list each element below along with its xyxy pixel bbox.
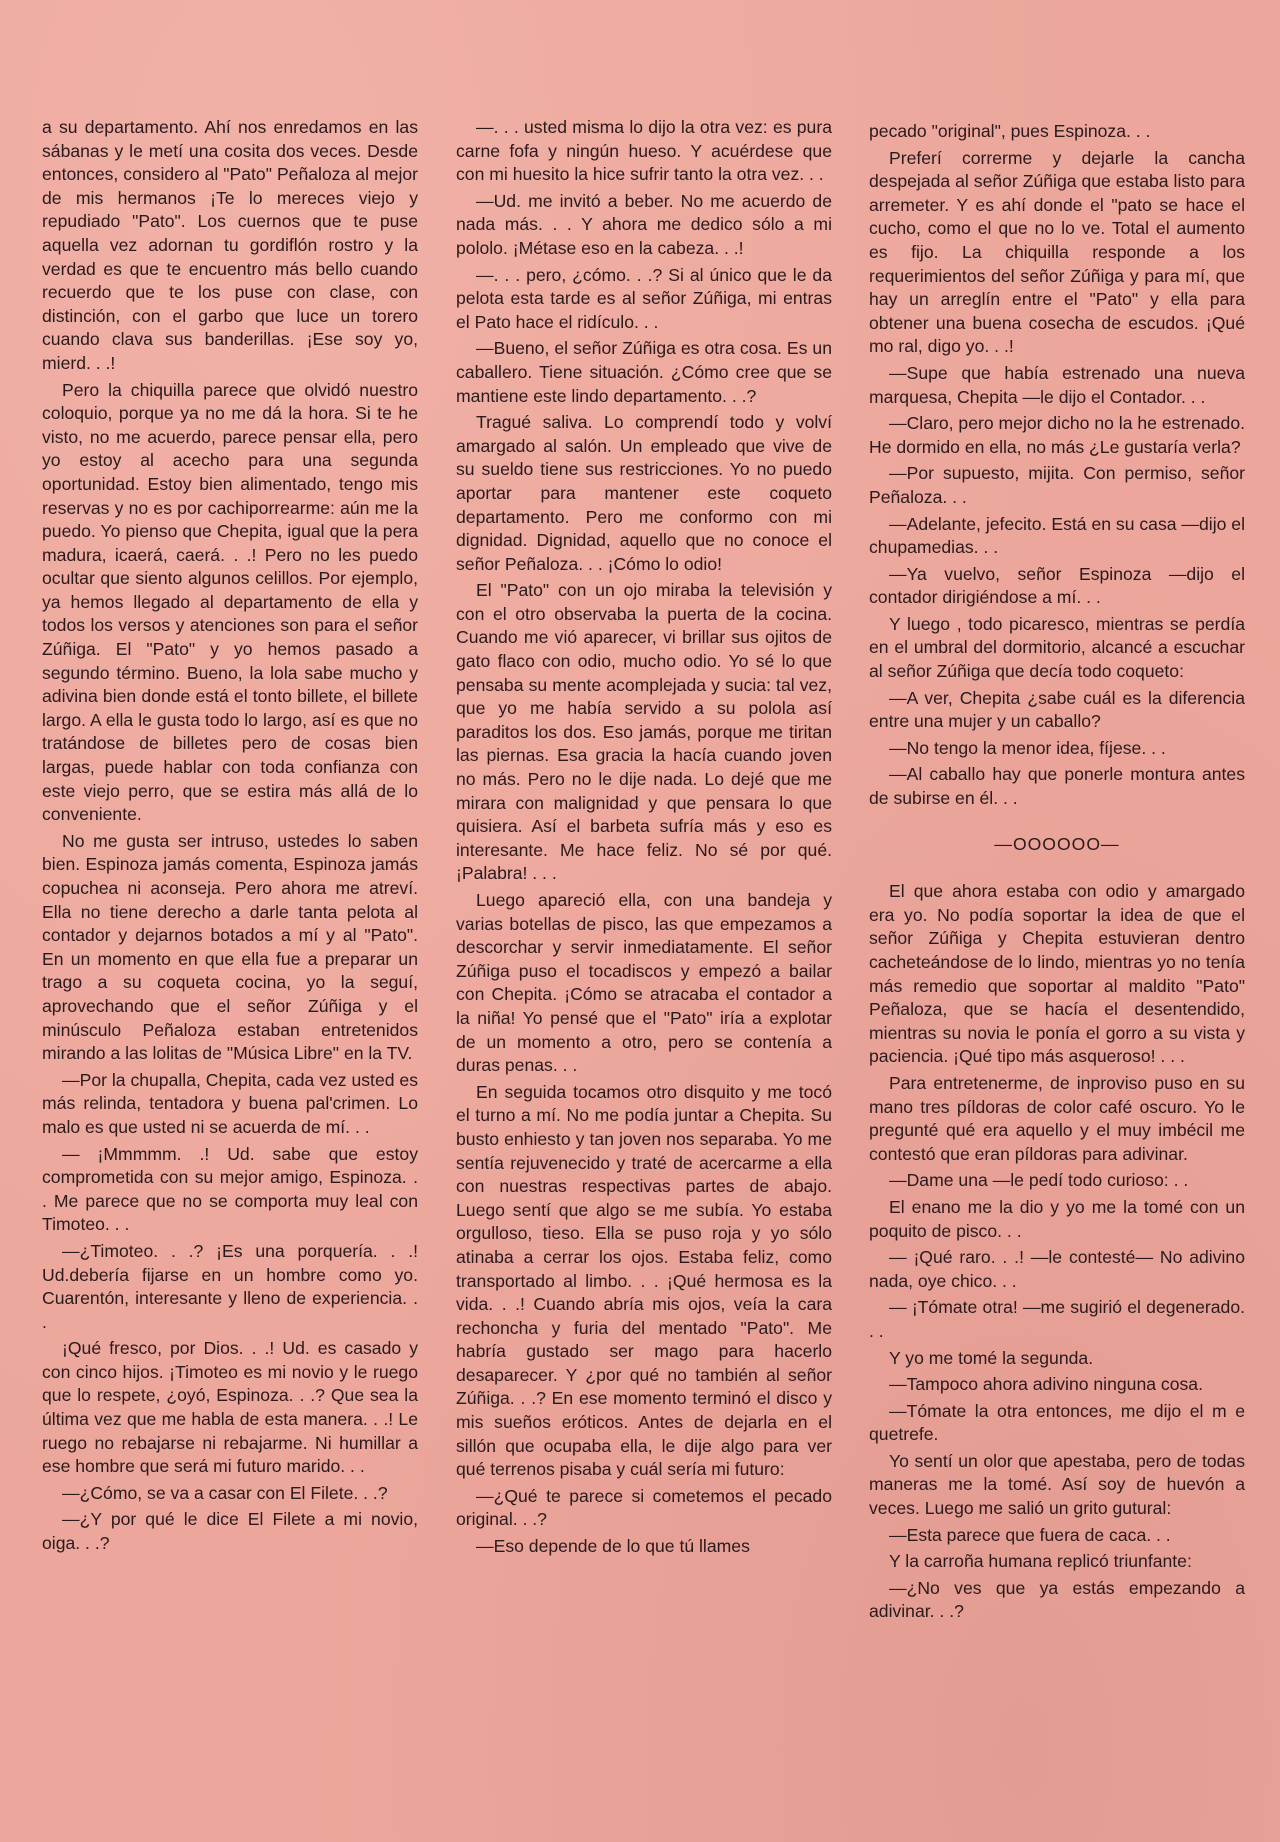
- paragraph: —Al caballo hay que ponerle montura antes de subirse en él. . .: [869, 764, 1245, 809]
- paragraph: Tragué saliva. Lo comprendí todo y volví amargado al salón. Un empleado que vive de su sueldo tiene sus restricciones. Yo no puedo aportar para mantener este coqueto departamento. Pero me conformo con mi dignidad. Dignidad, aquello que no conoce el señor Peñaloza. . . ¡Cómo lo odio!: [456, 412, 832, 574]
- paragraph: —Ud. me invitó a beber. No me acuerdo de nada más. . . Y ahora me dedico sólo a mi pololo. ¡Métase eso en la cabeza. . .!: [456, 190, 832, 258]
- paragraph: —Eso depende de lo que tú llames: [476, 1536, 750, 1557]
- paragraph: El enano me la dio y yo me la tomé con un poquito de pisco. . .: [869, 1196, 1245, 1241]
- paragraph: —Adelante, jefecito. Está en su casa —dijo el chupamedias. . .: [869, 513, 1245, 558]
- paragraph: —Por supuesto, mijita. Con permiso, señor Peñaloza. . .: [869, 463, 1245, 507]
- paragraph: Luego apareció ella, con una bandeja y varias botellas de pisco, las que empezamos a descorchar y servir inmediatamente. El señor Zúñiga puso el tocadiscos y empezó a bailar con Chepita. ¡Cómo se atracaba el contador a la niña! Yo pensé que el "Pato" iría a explotar de un momento a otro, pero se contenía a duras penas. . .: [456, 890, 832, 1076]
- paragraph: —Tampoco ahora adivino ninguna cosa.: [889, 1374, 1203, 1395]
- paragraph: —¿Cómo, se va a casar con El Filete. . .?: [62, 1482, 388, 1503]
- paragraph: —¿Timoteo. . .? ¡Es una porquería. . .! Ud.debería fijarse en un hombre como yo. Cuarentón, interesante y lleno de experiencia. . .: [42, 1240, 418, 1332]
- paragraph: —Bueno, el señor Zúñiga es otra cosa. Es un caballero. Tiene situación. ¿Cómo cree que se mantiene este lindo departamento. . .?: [456, 338, 832, 406]
- paragraph: —¿No ves que ya estás empezando a adivinar. . .?: [869, 1577, 1245, 1622]
- paragraph: —. . . usted misma lo dijo la otra vez: es pura carne fofa y ningún hueso. Y acuérdese que con mi huesito la hice sufrir tanto la otra vez. . .: [456, 117, 832, 185]
- paragraph: ¡Qué fresco, por Dios. . .! Ud. es casado y con cinco hijos. ¡Timoteo es mi novio y le ruego que lo respete, ¿oyó, Espinoza. . .? Que sea la última vez que me habla de esta manera. . .! Le ruego no rebajarse ni rebajarme. Ni humillar a ese hombre que será mi futuro marido. . .: [42, 1338, 418, 1477]
- paragraph: —Ya vuelvo, señor Espinoza —dijo el contador dirigiéndose a mí. . .: [869, 563, 1245, 608]
- paragraph: Pero la chiquilla parece que olvidó nuestro coloquio, porque ya no me dá la hora. Si te he visto, no me acuerdo, parece pensar ella, pero yo estoy al acecho para una segunda oportunidad. Estoy bien alimentado, tengo mis reservas y no es por cachiporrearme: aún me la puedo. Yo pienso que Chepita, igual que la pera madura, icaerá, caerá. . .! Pero no les puedo ocultar que siento algunos celillos. Por ejemplo, ya hemos llegado al departamento de ella y todos los versos y atenciones son para el señor Zúñiga. El "Pato" y yo hemos pasado a segundo término. Bueno, la lola sabe mucho y adivina bien donde está el tonto billete, el billete largo. A ella le gusta todo lo largo, así es que no tratándose de billetes pero de cosas bien largas, puede hablar con toda confianza con este viejo perro, que se estira más allá de lo conveniente.: [42, 379, 418, 825]
- paragraph: — ¡Tómate otra! —me sugirió el degenerado. . .: [869, 1297, 1245, 1341]
- text-column-middle: [456, 116, 832, 1562]
- paragraph: Yo sentí un olor que apestaba, pero de todas maneras me la tomé. Así soy de huevón a veces. Luego me salió un grito gutural:: [869, 1450, 1245, 1519]
- paragraph: —Por la chupalla, Chepita, cada vez usted es más relinda, tentadora y buena pal'crimen. Lo malo es que usted ni se acuerda de mí. . .: [42, 1069, 418, 1137]
- paragraph: pecado "original", pues Espinoza. . .: [869, 121, 1151, 141]
- paragraph: —A ver, Chepita ¿sabe cuál es la diferencia entre una mujer y un caballo?: [869, 687, 1245, 732]
- paragraph: No me gusta ser intruso, ustedes lo saben bien. Espinoza jamás comenta, Espinoza jamás copuchea ni aconseja. Pero ahora me atreví. Ella no tiene derecho a darle tanta pelota al contador y dejarnos botados a mí y al "Pato". En un momento en que ella fue a preparar un trago a su coqueta cocina, yo la seguí, aprovechando que el señor Zúñiga y el minúsculo Peñaloza estaban entretenidos mirando a las lolitas de "Música Libre" en la TV.: [42, 830, 418, 1064]
- paragraph: —¿Y por qué le dice El Filete a mi novio, oiga. . .?: [42, 1509, 418, 1554]
- paragraph: El que ahora estaba con odio y amargado era yo. No podía soportar la idea de que el señor Zúñiga y Chepita estuvieran dentro cacheteándose de lo lindo, mientras yo no tenía más remedio que soportar al maldito "Pato" Peñaloza, que se hacía el desentendido, mientras su novia le ponía el gorro a su vista y paciencia. ¡Qué tipo más asqueroso! . . .: [869, 881, 1245, 1067]
- paragraph: Para entretenerme, de inproviso puso en su mano tres píldoras de color café oscuro. Yo le pregunté qué era aquello y el muy imbécil me contestó que eran píldoras para adivinar.: [869, 1072, 1245, 1164]
- paragraph: —Esta parece que fuera de caca. . .: [889, 1524, 1171, 1545]
- paragraph: Y luego , todo picaresco, mientras se perdía en el umbral del dormitorio, alcancé a escuchar al señor Zúñiga que decía todo coqueto:: [869, 613, 1245, 682]
- paragraph: —Dame una —le pedí todo curioso: . .: [889, 1170, 1189, 1191]
- paragraph: a su departamento. Ahí nos enredamos en las sábanas y le metí una cosita dos veces. Desde entonces, considero al "Pato" Peñaloza al mejor de mis hermanos ¡Te lo mereces viejo y repudiado "Pato". Los cuernos que te puse aquella vez adornan tu gordiflón rostro y la verdad es que te encuentro más bello cuando recuerdo que te los puse con clase, con distinción, con el garbo que luce un torero cuando clava sus banderillas. ¡Ese soy yo, mierd. . .!: [42, 117, 418, 373]
- paragraph: Preferí correrme y dejarle la cancha despejada al señor Zúñiga que estaba listo para arremeter. Y es ahí donde el "pato se hace el cucho, como el que no lo ve. Total el aumento es fijo. La chiquilla responde a los requerimientos del señor Zúñiga y para mí, que hay un arreglín entre el "Pato" y ella para obtener una buena cosecha de escudos. ¡Qué mo ral, digo yo. . .!: [869, 147, 1245, 357]
- paragraph: —No tengo la menor idea, fíjese. . .: [889, 737, 1166, 758]
- paragraph: — ¡Mmmmm. .! Ud. sabe que estoy comprometida con su mejor amigo, Espinoza. . . Me parece que no se comporta muy leal con Timoteo. . .: [42, 1143, 418, 1235]
- paragraph: —Supe que había estrenado una nueva marquesa, Chepita —le dijo el Contador. . .: [869, 362, 1245, 407]
- paragraph: El "Pato" con un ojo miraba la televisión y con el otro observaba la puerta de la cocina. Cuando me vió aparecer, vi brillar sus ojitos de gato flaco con odio, mucho odio. Yo sé lo que pensaba su mente acomplejada y sucia: tal vez, que yo me había servido a su polola así paraditos los dos. Eso jamás, porque me tiritan las piernas. Esa gracia la hacía cuando joven no más. Pero no le dije nada. Lo dejé que me mirara con malignidad y que pensara lo que quisiera. Así el barbeta sufría más y eso es interesante. Me hace feliz. No sé por qué. ¡Palabra! . . .: [456, 580, 832, 884]
- paragraph: En seguida tocamos otro disquito y me tocó el turno a mí. No me podía juntar a Chepita. Su busto enhiesto y tan joven nos separaba. Yo me sentía rejuvenecido y traté de acercarme a ella con nuestras respectivas partes de abajo. Luego sentí que algo se me subía. Yo estaba orgulloso, tieso. Ella se puso roja y yo sólo atinaba a cerrar los ojos. Estaba feliz, como transportado al limbo. . . ¡Qué hermosa es la vida. . .! Cuando abría mis ojos, veía la cara rechoncha y furia del mentado "Pato". Me habría gustado ser mago para hacerlo desaparecer. Y ¿por qué no también al señor Zúñiga. . .? En ese momento terminó el disco y mis sueños eróticos. Antes de dejarla en el sillón que ocupaba ella, le dije algo para ver qué terrenos pisaba y cuál sería mi futuro:: [456, 1081, 832, 1480]
- text-column-left: [42, 116, 418, 1559]
- paragraph: — ¡Qué raro. . .! —le contesté— No adivino nada, oye chico. . .: [869, 1247, 1245, 1291]
- section-separator: —OOOOOO—: [994, 833, 1120, 854]
- paragraph: —Claro, pero mejor dicho no la he estrenado. He dormido en ella, no más ¿Le gustaría verla?: [869, 413, 1245, 457]
- paragraph: —. . . pero, ¿cómo. . .? Si al único que le da pelota esta tarde es al señor Zúñiga, mi entras el Pato hace el ridículo. . .: [456, 264, 832, 332]
- paragraph: Y la carroña humana replicó triunfante:: [889, 1551, 1192, 1572]
- paragraph: Y yo me tomé la segunda.: [889, 1347, 1094, 1368]
- paragraph: —¿Qué te parece si cometemos el pecado original. . .?: [456, 1485, 832, 1530]
- text-column-right: [869, 120, 1245, 1627]
- paragraph: —Tómate la otra entonces, me dijo el m e quetrefe.: [869, 1400, 1245, 1445]
